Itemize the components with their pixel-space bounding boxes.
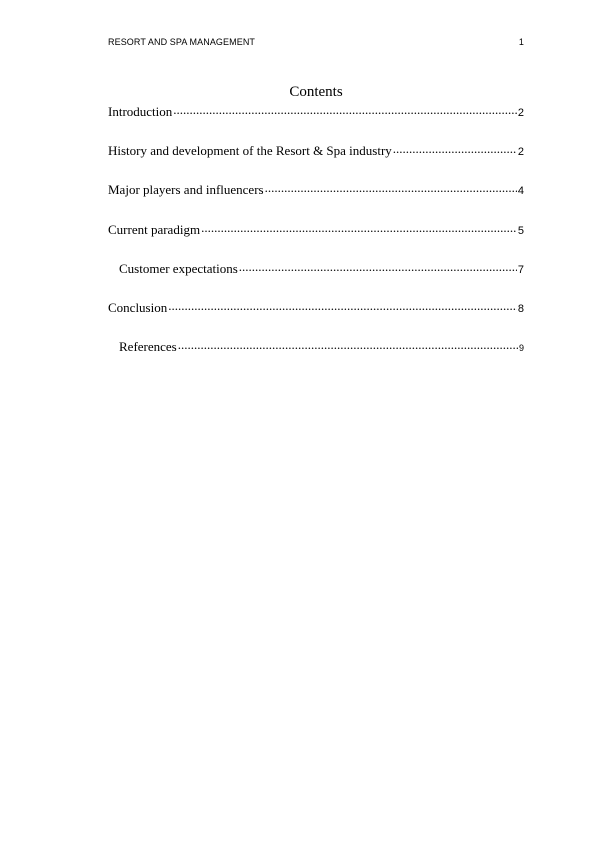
toc-entry-page: 2 <box>517 146 524 158</box>
toc-entry-conclusion[interactable] <box>108 300 524 316</box>
toc-entry-introduction[interactable] <box>108 104 524 120</box>
toc-entry-page: 9 <box>518 343 524 353</box>
running-head: RESORT AND SPA MANAGEMENT <box>108 37 256 47</box>
dot-leader <box>173 104 517 116</box>
toc-title: Contents <box>289 84 343 100</box>
dot-leader <box>265 182 517 194</box>
toc-entry-label: Introduction <box>108 104 173 119</box>
toc-entry-history[interactable] <box>108 143 524 159</box>
toc-entry-page: 5 <box>517 225 524 237</box>
toc-entry-current-paradigm[interactable] <box>108 222 524 238</box>
dot-leader <box>393 143 517 155</box>
toc-entry-label: History and development of the Resort & Spa industry <box>108 143 392 158</box>
dot-leader <box>168 300 517 312</box>
toc-entry-customer-expectations[interactable] <box>119 261 524 277</box>
toc-entry-page: 4 <box>517 185 524 197</box>
toc-entry-page: 2 <box>517 107 524 119</box>
toc-entry-label: Major players and influencers <box>108 182 264 197</box>
toc-entry-major-players[interactable] <box>108 182 524 198</box>
toc-entry-page: 8 <box>517 303 524 315</box>
toc-entry-label: Current paradigm <box>108 222 201 237</box>
page-header <box>108 37 524 49</box>
toc-entry-label: Conclusion <box>108 300 168 315</box>
toc-entry-references[interactable] <box>119 339 524 355</box>
dot-leader <box>178 339 518 351</box>
dot-leader <box>239 261 517 273</box>
toc-entry-label: Customer expectations <box>119 261 238 276</box>
toc-entry-label: References <box>119 339 177 354</box>
page-number: 1 <box>518 37 524 47</box>
dot-leader <box>201 222 517 234</box>
toc-entry-page: 7 <box>517 264 524 276</box>
